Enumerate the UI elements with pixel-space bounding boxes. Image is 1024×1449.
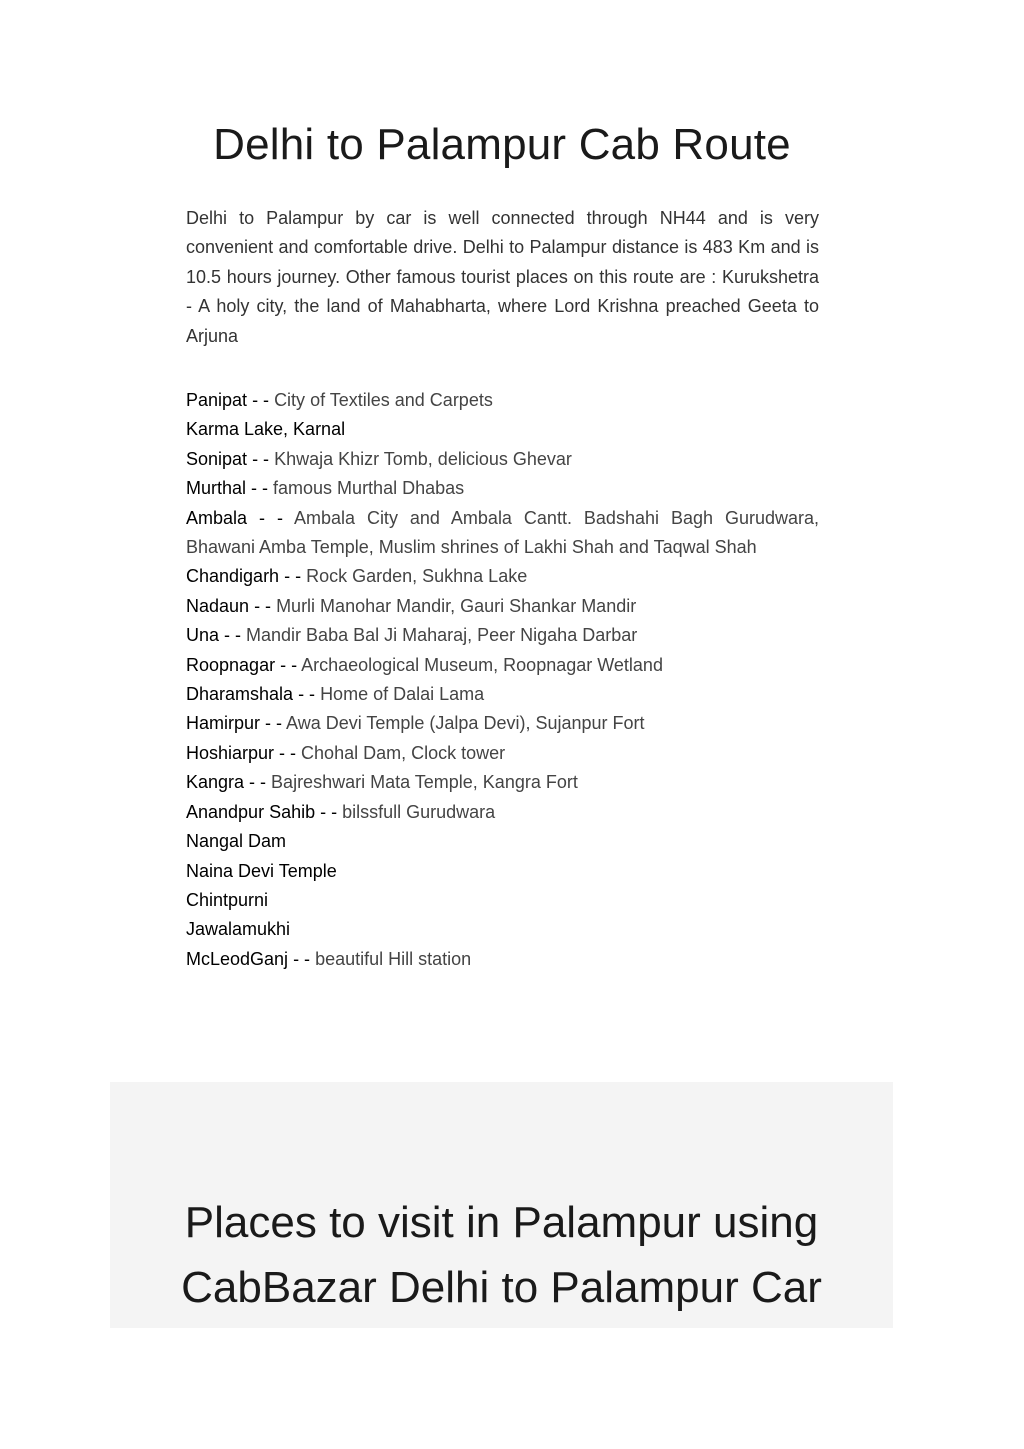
route-place-item <box>186 827 819 856</box>
place-name: Nadaun <box>186 595 250 616</box>
route-place-item <box>186 562 819 591</box>
place-separator: - - <box>247 390 275 410</box>
place-name: Jawalamukhi <box>186 919 291 940</box>
place-description: City of Textiles and Carpets <box>274 390 493 410</box>
place-description: Rock Garden, Sukhna Lake <box>306 566 528 587</box>
place-name: Murthal <box>186 478 247 499</box>
place-separator: - - <box>279 566 307 587</box>
route-place-item <box>186 915 819 944</box>
route-place-item <box>186 798 819 827</box>
place-description: beautiful Hill station <box>315 948 472 969</box>
route-place-item <box>186 415 819 444</box>
place-separator: - - <box>249 595 277 616</box>
place-name: Chandigarh <box>186 566 280 587</box>
route-place-item <box>186 886 819 915</box>
route-place-item <box>186 474 819 503</box>
place-description: Bajreshwari Mata Temple, Kangra Fort <box>271 772 578 793</box>
place-name: Hoshiarpur <box>186 742 275 763</box>
route-place-item <box>186 680 819 709</box>
places-section-panel <box>110 1082 893 1328</box>
place-description: Awa Devi Temple (Jalpa Devi), Sujanpur Fort <box>286 713 645 734</box>
place-name: Kangra <box>186 772 245 793</box>
route-place-item <box>186 386 819 415</box>
place-description: Khwaja Khizr Tomb, delicious Ghevar <box>274 448 572 469</box>
place-separator: - - <box>244 772 272 793</box>
place-separator: - - <box>274 742 302 763</box>
place-separator: - - <box>288 948 316 969</box>
place-name: Roopnagar <box>186 654 276 675</box>
place-description: bilssfull Gurudwara <box>342 801 496 822</box>
place-name: Panipat <box>186 390 248 410</box>
route-place-item <box>186 504 819 563</box>
place-description: Murli Manohar Mandir, Gauri Shankar Mandir <box>276 595 637 616</box>
place-description: Mandir Baba Bal Ji Maharaj, Peer Nigaha Darbar <box>246 625 638 646</box>
route-place-item <box>186 651 819 680</box>
route-place-item <box>186 768 819 797</box>
place-description: Home of Dalai Lama <box>320 684 485 705</box>
place-separator: - - <box>275 654 302 675</box>
route-place-item <box>186 445 819 474</box>
place-name: McLeodGanj <box>186 948 289 969</box>
route-place-item <box>186 592 819 621</box>
route-place-item <box>186 709 819 738</box>
place-name: Chintpurni <box>186 889 269 910</box>
page-title: Delhi to Palampur Cab Route <box>213 120 791 169</box>
intro-paragraph: Delhi to Palampur by car is well connected through NH44 and is very convenient and comfortable drive. Delhi to Palampur distance is 483 Km and is 10.5 hours journey. Other famous tourist places on this route are : Kurukshetra - A holy city, the land of Mahabharta, where Lord Krishna preached Geeta to Arjuna <box>186 208 819 346</box>
place-name: Anandpur Sahib <box>186 801 316 822</box>
place-name: Nangal Dam <box>186 831 287 852</box>
route-places-list <box>186 386 819 974</box>
place-name: Sonipat <box>186 448 248 469</box>
place-description: famous Murthal Dhabas <box>273 478 465 499</box>
route-place-item <box>186 945 819 974</box>
place-separator: - - <box>315 801 343 822</box>
place-separator: - - <box>247 507 294 528</box>
place-name: Una <box>186 625 220 646</box>
place-separator: - - <box>260 713 287 734</box>
route-place-item <box>186 739 819 768</box>
place-description: Chohal Dam, Clock tower <box>301 742 506 763</box>
place-name: Naina Devi Temple <box>186 860 337 881</box>
place-name: Ambala <box>186 507 248 528</box>
place-name: Hamirpur <box>186 713 261 734</box>
place-separator: - - <box>293 684 321 705</box>
place-name: Karma Lake, Karnal <box>186 419 346 440</box>
route-place-item <box>186 857 819 886</box>
section-heading: Places to visit in Palampur using CabBazar Delhi to Palampur Car <box>181 1198 822 1312</box>
place-separator: - - <box>246 478 274 499</box>
place-name: Dharamshala <box>186 684 294 705</box>
place-separator: - - <box>247 448 275 469</box>
route-place-item <box>186 621 819 650</box>
place-description: Archaeological Museum, Roopnagar Wetland <box>301 654 663 675</box>
place-separator: - - <box>219 625 247 646</box>
place-description: Ambala City and Ambala Cantt. Badshahi Bagh Gurudwara, Bhawani Amba Temple, Muslim shrines of Lakhi Shah and Taqwal Shah <box>186 507 819 558</box>
